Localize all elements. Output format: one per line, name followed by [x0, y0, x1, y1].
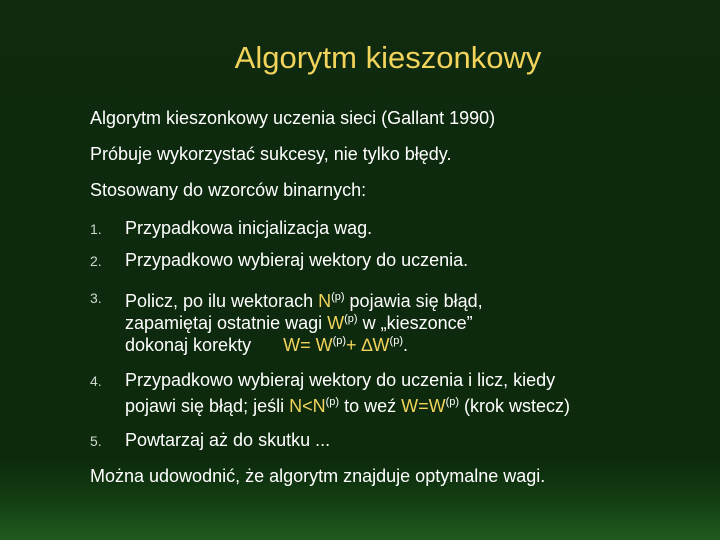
list-number: 1.	[90, 221, 102, 237]
text: Policz, po ilu wektorach	[125, 291, 319, 311]
text: pojawia się błąd,	[344, 291, 483, 311]
list-item-text: Powtarzaj aż do skutku ...	[125, 430, 331, 450]
list-item-line: Przypadkowo wybieraj wektory do uczenia i licz, kiedy	[125, 370, 556, 390]
text: w „kieszonce”	[357, 313, 473, 333]
symbol-w: W	[327, 313, 345, 333]
slide-title: Algorytm kieszonkowy	[234, 40, 542, 75]
superscript: (p)	[344, 313, 358, 325]
list-number: 3.	[90, 290, 102, 306]
formula: W= W	[283, 335, 333, 355]
conclusion: Można udowodnić, że algorytm znajduje optymalne wagi.	[90, 466, 546, 486]
formula: N<N	[289, 396, 326, 416]
text: zapamiętaj ostatnie wagi	[125, 313, 328, 333]
superscript: (p)	[445, 396, 460, 408]
intro-line-2: Próbuje wykorzystać sukcesy, nie tylko błędy.	[90, 144, 452, 164]
formula: + ∆W	[346, 335, 390, 355]
list-item-line	[125, 331, 408, 356]
list-item-text: Przypadkowa inicjalizacja wag.	[125, 218, 373, 238]
superscript: (p)	[331, 291, 345, 303]
intro-line-1: Algorytm kieszonkowy uczenia sieci (Gallant 1990)	[90, 108, 496, 128]
intro-line-3: Stosowany do wzorców binarnych:	[90, 180, 367, 200]
list-number: 5.	[90, 433, 102, 449]
list-number: 4.	[90, 373, 102, 389]
text: dokonaj korekty	[125, 335, 252, 355]
superscript: (p)	[389, 335, 403, 347]
symbol-n: N	[318, 291, 332, 311]
list-item-text: Przypadkowo wybieraj wektory do uczenia.	[125, 250, 469, 270]
text: to weź	[339, 396, 402, 416]
formula: W=W	[401, 396, 446, 416]
text: (krok wstecz)	[459, 396, 571, 416]
list-item-line	[125, 392, 570, 417]
text: pojawi się błąd; jeśli	[125, 396, 290, 416]
superscript: (p)	[325, 396, 340, 408]
text: .	[403, 335, 409, 355]
superscript: (p)	[332, 335, 347, 347]
list-number: 2.	[90, 253, 102, 269]
